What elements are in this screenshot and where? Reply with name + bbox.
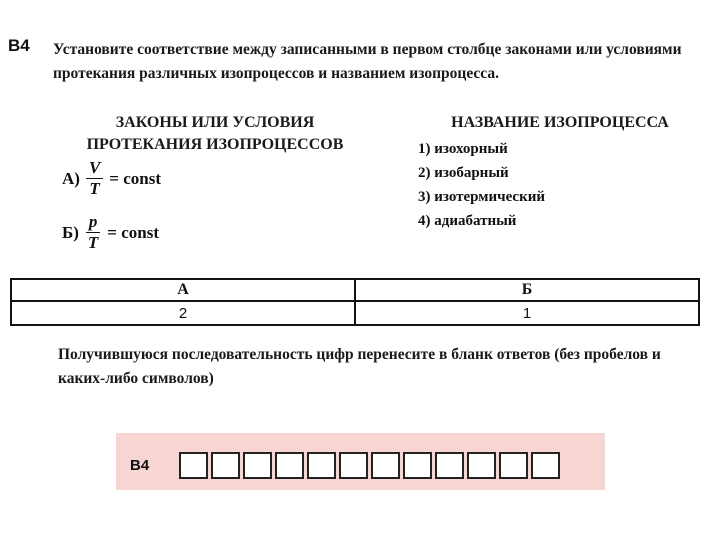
option-item: 1) изохорный [418, 141, 508, 157]
answer-table-header-row [11, 279, 699, 301]
formula-a-letter: А) [62, 168, 80, 188]
answer-value-b[interactable]: 1 [355, 301, 699, 325]
answer-value-a[interactable]: 2 [11, 301, 355, 325]
answer-cells [179, 452, 560, 479]
answer-cell[interactable] [307, 452, 336, 479]
answer-cell[interactable] [531, 452, 560, 479]
answer-table-value-row [11, 301, 699, 325]
option-item: 2) изобарный [418, 165, 509, 181]
formula-a-fraction [86, 158, 103, 199]
formula-a-denominator: T [89, 179, 100, 198]
answer-cell[interactable] [275, 452, 304, 479]
task-statement: Установите соответствие между записанными в первом столбце законами или условиями протекания различных изопроцессов и названием изопроцесса. [53, 41, 682, 82]
instruction-text: Получившуюся последовательность цифр перенесите в бланк ответов (без пробелов и каких-либо символов) [58, 346, 661, 387]
left-heading-line2: ПРОТЕКАНИЯ ИЗОПРОЦЕССОВ [86, 136, 344, 153]
answer-cell[interactable] [435, 452, 464, 479]
answer-header-a: А [11, 279, 355, 301]
answer-cell[interactable] [467, 452, 496, 479]
answer-cell[interactable] [403, 452, 432, 479]
formula-a-numerator: V [86, 158, 103, 179]
option-item: 4) адиабатный [418, 213, 517, 229]
answer-form [116, 433, 605, 490]
formula-b-letter: Б) [62, 222, 79, 242]
answer-cell[interactable] [211, 452, 240, 479]
answer-cell[interactable] [339, 452, 368, 479]
left-column-heading [55, 112, 375, 156]
answer-cell[interactable] [179, 452, 208, 479]
answer-cell[interactable] [499, 452, 528, 479]
answer-header-b: Б [355, 279, 699, 301]
process-options [418, 137, 545, 233]
formula-a-rhs: = const [109, 168, 162, 188]
option-item: 3) изотермический [418, 189, 546, 205]
formula-b-rhs: = const [107, 222, 160, 242]
formula-b-denominator: T [87, 233, 99, 252]
formula-b [62, 212, 159, 253]
left-heading-line1: ЗАКОНЫ ИЛИ УСЛОВИЯ [115, 114, 315, 131]
right-column-heading: НАЗВАНИЕ ИЗОПРОЦЕССА [451, 114, 669, 131]
answer-form-label: В4 [130, 457, 150, 474]
formula-b-numerator: p [86, 212, 101, 233]
task-number: В4 [8, 36, 30, 55]
answer-table [10, 278, 700, 326]
answer-cell[interactable] [243, 452, 272, 479]
answer-cell[interactable] [371, 452, 400, 479]
formula-b-fraction [85, 212, 101, 253]
formula-a [62, 158, 161, 199]
